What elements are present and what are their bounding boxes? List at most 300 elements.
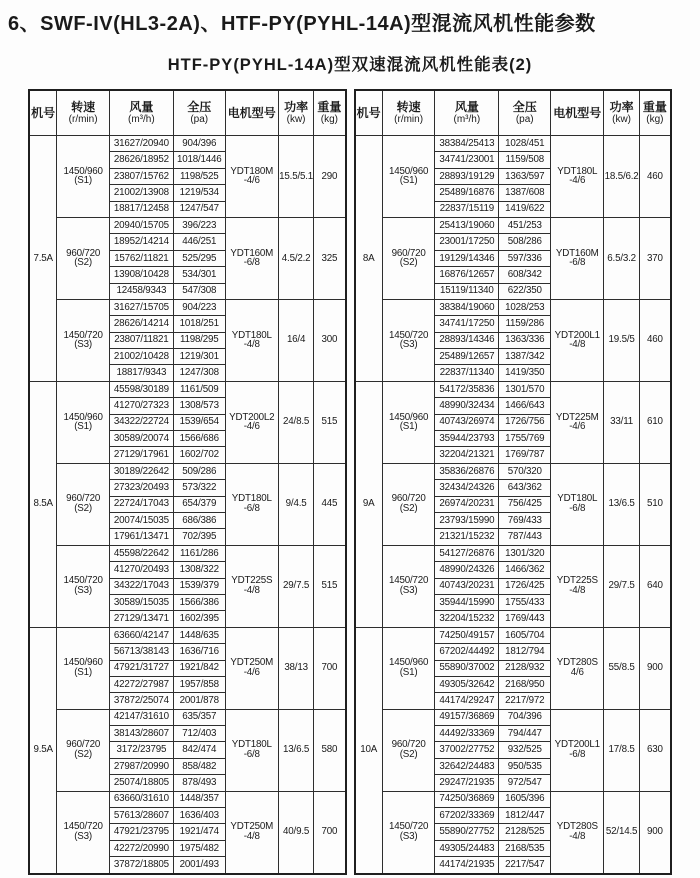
pressure-cell: 509/286 (173, 463, 225, 479)
airflow-cell: 63660/42147 (109, 627, 173, 643)
pressure-cell: 1755/433 (499, 594, 551, 610)
model-cell: 10A (355, 627, 383, 873)
airflow-cell: 25489/16876 (435, 185, 499, 201)
speed-cell-line2: (S1) (74, 175, 92, 187)
column-header-line2: (pa) (190, 114, 209, 126)
tables-container (28, 89, 672, 875)
power-cell: 13/6.5 (604, 463, 639, 545)
pressure-cell: 1028/451 (499, 136, 551, 152)
column-header: 机号 (355, 90, 383, 136)
speed-cell (57, 709, 110, 791)
column-header-line2: (kg) (320, 114, 339, 126)
column-header-line1: 转速 (396, 99, 421, 114)
speed-cell-line1: 1450/960 (388, 165, 429, 177)
weight-cell: 700 (314, 627, 346, 709)
pressure-cell: 597/336 (499, 250, 551, 266)
airflow-cell: 22837/11340 (435, 365, 499, 381)
pressure-cell: 1018/251 (173, 316, 225, 332)
pressure-cell: 1308/322 (173, 562, 225, 578)
motor-cell-line1: YDT200L1 (554, 739, 600, 751)
model-cell: 9A (355, 381, 383, 627)
motor-cell-line1: YDT225M (555, 411, 599, 423)
pressure-cell: 702/395 (173, 529, 225, 545)
pressure-cell: 1921/842 (173, 660, 225, 676)
motor-cell-line1: YDT250M (230, 821, 274, 833)
pressure-cell: 1247/308 (173, 365, 225, 381)
power-cell: 24/8.5 (278, 381, 313, 463)
speed-cell-line2: (S3) (399, 831, 418, 843)
airflow-cell: 54172/35836 (435, 381, 499, 397)
speed-cell-line2: (S1) (399, 667, 418, 679)
pressure-cell: 904/396 (173, 136, 225, 152)
airflow-cell: 47921/23795 (109, 824, 173, 840)
speed-cell-line2: (S2) (74, 749, 92, 761)
airflow-cell: 27987/20990 (109, 758, 173, 774)
motor-cell-line2: -4/8 (243, 831, 260, 843)
airflow-cell: 37872/18805 (109, 857, 173, 874)
column-header-line1: 风量 (129, 99, 154, 114)
motor-cell (225, 381, 278, 463)
motor-cell-line1: YDT180L (557, 493, 598, 505)
pressure-cell: 787/443 (499, 529, 551, 545)
column-header-line2: (kg) (646, 114, 664, 126)
pressure-cell: 1198/525 (173, 168, 225, 184)
power-cell: 17/8.5 (604, 709, 639, 791)
pressure-cell: 2128/932 (499, 660, 551, 676)
motor-cell-line1: YDT180M (230, 165, 274, 177)
pressure-cell: 794/447 (499, 726, 551, 742)
airflow-cell: 25413/19060 (435, 217, 499, 233)
airflow-cell: 25074/18805 (109, 775, 173, 791)
motor-cell (225, 463, 278, 545)
airflow-cell: 28893/19129 (435, 168, 499, 184)
table-row (355, 545, 672, 561)
pressure-cell: 1161/286 (173, 545, 225, 561)
power-cell: 15.5/5.1 (278, 136, 313, 218)
power-cell: 9/4.5 (278, 463, 313, 545)
power-cell: 4.5/2.2 (278, 217, 313, 299)
table-row (29, 299, 346, 315)
column-header-line2: (m³/h) (128, 114, 155, 126)
pressure-cell: 1602/395 (173, 611, 225, 627)
speed-cell-line2: (S2) (74, 257, 92, 269)
power-cell: 29/7.5 (604, 545, 639, 627)
motor-cell (551, 299, 604, 381)
airflow-cell: 28626/18952 (109, 152, 173, 168)
pressure-cell: 1308/573 (173, 398, 225, 414)
airflow-cell: 48990/32434 (435, 398, 499, 414)
airflow-cell: 44174/29247 (435, 693, 499, 709)
airflow-cell: 23001/17250 (435, 234, 499, 250)
power-cell: 55/8.5 (604, 627, 639, 709)
weight-cell: 515 (314, 545, 346, 627)
speed-cell-line1: 1450/720 (63, 575, 103, 587)
airflow-cell: 38143/28607 (109, 726, 173, 742)
airflow-cell: 74250/49157 (435, 627, 499, 643)
airflow-cell: 74250/36869 (435, 791, 499, 807)
airflow-cell: 27323/20493 (109, 480, 173, 496)
table-row (29, 627, 346, 643)
speed-cell-line2: (S2) (399, 749, 418, 761)
speed-cell-line2: (S1) (399, 421, 418, 433)
pressure-cell: 1539/379 (173, 578, 225, 594)
motor-cell (551, 381, 604, 463)
model-cell: 9.5A (29, 627, 57, 873)
airflow-cell: 44174/21935 (435, 857, 499, 874)
speed-cell-line1: 1450/960 (63, 657, 103, 669)
airflow-cell: 40743/26974 (435, 414, 499, 430)
motor-cell-line2: -4/8 (569, 339, 586, 351)
airflow-cell: 67202/33369 (435, 808, 499, 824)
motor-cell (551, 709, 604, 791)
speed-cell-line1: 1450/720 (388, 575, 429, 587)
airflow-cell: 21002/13908 (109, 185, 173, 201)
pressure-cell: 1419/350 (499, 365, 551, 381)
pressure-cell: 2217/972 (499, 693, 551, 709)
motor-cell-line2: -6/8 (243, 257, 260, 269)
pressure-cell: 1219/534 (173, 185, 225, 201)
motor-cell-line2: -6/8 (243, 749, 260, 761)
pressure-cell: 396/223 (173, 217, 225, 233)
pressure-cell: 1921/474 (173, 824, 225, 840)
airflow-cell: 26974/20231 (435, 496, 499, 512)
airflow-cell: 17961/13471 (109, 529, 173, 545)
speed-cell (57, 136, 110, 218)
motor-cell-line1: YDT180L (231, 329, 272, 341)
pressure-cell: 1755/769 (499, 431, 551, 447)
pressure-cell: 1448/635 (173, 627, 225, 643)
airflow-cell: 16876/12657 (435, 267, 499, 283)
weight-cell: 460 (639, 136, 671, 218)
airflow-cell: 30189/22642 (109, 463, 173, 479)
motor-cell-line1: YDT180L (557, 165, 598, 177)
weight-cell: 900 (639, 791, 671, 873)
column-header (435, 90, 499, 136)
speed-cell-line1: 1450/720 (63, 821, 103, 833)
pressure-cell: 712/403 (173, 726, 225, 742)
motor-cell (551, 217, 604, 299)
column-header-line1: 转速 (71, 99, 96, 114)
motor-cell-line1: YDT200L2 (229, 411, 275, 423)
motor-cell (225, 709, 278, 791)
table-row (355, 136, 672, 152)
pressure-cell: 1161/509 (173, 381, 225, 397)
pressure-cell: 1466/362 (499, 562, 551, 578)
pressure-cell: 1812/447 (499, 808, 551, 824)
pressure-cell: 1769/787 (499, 447, 551, 463)
pressure-cell: 635/357 (173, 709, 225, 725)
speed-cell (57, 791, 110, 873)
column-header (173, 90, 225, 136)
pressure-cell: 1957/858 (173, 676, 225, 692)
motor-cell (225, 299, 278, 381)
weight-cell: 300 (314, 299, 346, 381)
pressure-cell: 904/223 (173, 299, 225, 315)
speed-cell (382, 791, 435, 873)
pressure-cell: 1387/608 (499, 185, 551, 201)
airflow-cell: 22837/15119 (435, 201, 499, 217)
weight-cell: 515 (314, 381, 346, 463)
speed-cell-line2: (S3) (74, 339, 92, 351)
airflow-cell: 27129/13471 (109, 611, 173, 627)
weight-cell: 700 (314, 791, 346, 873)
weight-cell: 630 (639, 709, 671, 791)
column-header: 机号 (29, 90, 57, 136)
airflow-cell: 45598/30189 (109, 381, 173, 397)
airflow-cell: 55890/27752 (435, 824, 499, 840)
motor-cell (551, 136, 604, 218)
airflow-cell: 48990/24326 (435, 562, 499, 578)
speed-cell-line2: (S3) (399, 339, 418, 351)
airflow-cell: 30589/15035 (109, 594, 173, 610)
pressure-cell: 858/482 (173, 758, 225, 774)
speed-cell-line2: (S1) (74, 667, 92, 679)
airflow-cell: 32204/21321 (435, 447, 499, 463)
speed-cell-line1: 1450/960 (63, 411, 103, 423)
pressure-cell: 1769/443 (499, 611, 551, 627)
motor-cell-line2: -4/8 (569, 585, 586, 597)
motor-cell-line1: YDT250M (230, 657, 274, 669)
airflow-cell: 23793/15990 (435, 512, 499, 528)
column-header-line2: (r/min) (394, 114, 424, 126)
pressure-cell: 686/386 (173, 512, 225, 528)
motor-cell (225, 217, 278, 299)
motor-cell-line1: YDT160M (555, 247, 599, 259)
model-cell: 7.5A (29, 136, 57, 382)
speed-cell-line1: 1450/960 (388, 657, 429, 669)
airflow-cell: 13908/10428 (109, 267, 173, 283)
weight-cell: 445 (314, 463, 346, 545)
airflow-cell: 30589/20074 (109, 431, 173, 447)
motor-cell-line2: -6/8 (569, 257, 586, 269)
pressure-cell: 1363/336 (499, 332, 551, 348)
page-title: 6、SWF-IV(HL3-2A)、HTF-PY(PYHL-14A)型混流风机性能参数 (8, 13, 596, 35)
speed-cell-line1: 1450/960 (63, 165, 103, 177)
power-cell: 52/14.5 (604, 791, 639, 873)
motor-cell-line1: YDT225S (231, 575, 273, 587)
column-header-line1: 风量 (454, 99, 479, 114)
airflow-cell: 12458/9343 (109, 283, 173, 299)
pressure-cell: 842/474 (173, 742, 225, 758)
speed-cell (57, 627, 110, 709)
motor-cell-line2: -6/8 (569, 503, 586, 515)
column-header (109, 90, 173, 136)
airflow-cell: 37002/27752 (435, 742, 499, 758)
weight-cell: 640 (639, 545, 671, 627)
table-row (355, 627, 672, 643)
airflow-cell: 42272/27987 (109, 676, 173, 692)
pressure-cell: 1566/386 (173, 594, 225, 610)
speed-cell-line2: (S2) (399, 257, 418, 269)
table-row (29, 709, 346, 725)
pressure-cell: 1419/622 (499, 201, 551, 217)
table-row (355, 217, 672, 233)
airflow-cell: 22724/17043 (109, 496, 173, 512)
airflow-cell: 47921/31727 (109, 660, 173, 676)
airflow-cell: 29247/21935 (435, 775, 499, 791)
motor-cell-line1: YDT180L (231, 493, 272, 505)
speed-cell-line1: 960/720 (391, 247, 426, 259)
header-row (355, 90, 672, 136)
airflow-cell: 32642/24483 (435, 758, 499, 774)
performance-table-left (28, 89, 347, 875)
airflow-cell: 63660/31610 (109, 791, 173, 807)
airflow-cell: 21002/10428 (109, 349, 173, 365)
pressure-cell: 1219/301 (173, 349, 225, 365)
motor-cell-line2: -4/6 (569, 421, 586, 433)
column-header (57, 90, 110, 136)
power-cell: 33/11 (604, 381, 639, 463)
pressure-cell: 1028/253 (499, 299, 551, 315)
speed-cell-line2: (S2) (74, 503, 92, 515)
column-header-line1: 重量 (317, 99, 342, 114)
pressure-cell: 769/433 (499, 512, 551, 528)
airflow-cell: 18817/12458 (109, 201, 173, 217)
table-row (355, 299, 672, 315)
airflow-cell: 35944/15990 (435, 594, 499, 610)
table-row (29, 381, 346, 397)
pressure-cell: 547/308 (173, 283, 225, 299)
pressure-cell: 1363/597 (499, 168, 551, 184)
pressure-cell: 1726/425 (499, 578, 551, 594)
airflow-cell: 31627/20940 (109, 136, 173, 152)
speed-cell-line1: 960/720 (66, 247, 101, 259)
speed-cell (382, 136, 435, 218)
pressure-cell: 950/535 (499, 758, 551, 774)
speed-cell-line2: (S3) (74, 831, 92, 843)
column-header-line1: 功率 (284, 99, 309, 114)
pressure-cell: 1636/403 (173, 808, 225, 824)
airflow-cell: 35944/23793 (435, 431, 499, 447)
table-row (29, 463, 346, 479)
motor-cell-line1: YDT280S (556, 821, 598, 833)
speed-cell-line2: (S1) (399, 175, 418, 187)
airflow-cell: 41270/27323 (109, 398, 173, 414)
motor-cell-line2: -4/6 (243, 667, 260, 679)
speed-cell-line2: (S3) (74, 585, 92, 597)
table-row (29, 217, 346, 233)
power-cell: 16/4 (278, 299, 313, 381)
airflow-cell: 15762/11821 (109, 250, 173, 266)
speed-cell-line1: 960/720 (391, 493, 426, 505)
airflow-cell: 23807/15762 (109, 168, 173, 184)
speed-cell-line1: 1450/720 (63, 329, 103, 341)
airflow-cell: 20074/15035 (109, 512, 173, 528)
airflow-cell: 20940/15705 (109, 217, 173, 233)
speed-cell (57, 463, 110, 545)
pressure-cell: 525/295 (173, 250, 225, 266)
pressure-cell: 1975/482 (173, 840, 225, 856)
table-row (29, 545, 346, 561)
pressure-cell: 932/525 (499, 742, 551, 758)
airflow-cell: 25489/12657 (435, 349, 499, 365)
pressure-cell: 2001/493 (173, 857, 225, 874)
airflow-cell: 34741/17250 (435, 316, 499, 332)
weight-cell: 370 (639, 217, 671, 299)
motor-cell-line1: YDT225S (556, 575, 598, 587)
power-cell: 40/9.5 (278, 791, 313, 873)
weight-cell: 900 (639, 627, 671, 709)
airflow-cell: 49305/24483 (435, 840, 499, 856)
pressure-cell: 1159/508 (499, 152, 551, 168)
speed-cell-line1: 1450/960 (388, 411, 429, 423)
speed-cell (382, 217, 435, 299)
column-header (382, 90, 435, 136)
pressure-cell: 704/396 (499, 709, 551, 725)
speed-cell-line1: 960/720 (391, 739, 426, 751)
speed-cell (382, 381, 435, 463)
pressure-cell: 1605/704 (499, 627, 551, 643)
airflow-cell: 34741/23001 (435, 152, 499, 168)
airflow-cell: 27129/17961 (109, 447, 173, 463)
weight-cell: 510 (639, 463, 671, 545)
weight-cell: 290 (314, 136, 346, 218)
model-cell: 8.5A (29, 381, 57, 627)
speed-cell (57, 299, 110, 381)
speed-cell-line2: (S2) (399, 503, 418, 515)
airflow-cell: 18817/9343 (109, 365, 173, 381)
airflow-cell: 45598/22642 (109, 545, 173, 561)
pressure-cell: 1605/396 (499, 791, 551, 807)
pressure-cell: 622/350 (499, 283, 551, 299)
speed-cell-line1: 1450/720 (388, 329, 429, 341)
pressure-cell: 878/493 (173, 775, 225, 791)
column-header-line2: (kw) (612, 114, 632, 126)
table-row (29, 791, 346, 807)
pressure-cell: 643/362 (499, 480, 551, 496)
airflow-cell: 40743/20231 (435, 578, 499, 594)
power-cell: 19.5/5 (604, 299, 639, 381)
airflow-cell: 44492/33369 (435, 726, 499, 742)
pressure-cell: 1387/342 (499, 349, 551, 365)
pressure-cell: 534/301 (173, 267, 225, 283)
column-header: 电机型号 (225, 90, 278, 136)
column-header (604, 90, 639, 136)
speed-cell (382, 627, 435, 709)
motor-cell-line2: -4/8 (243, 339, 260, 351)
weight-cell: 325 (314, 217, 346, 299)
model-cell: 8A (355, 136, 383, 382)
airflow-cell: 31627/15705 (109, 299, 173, 315)
pressure-cell: 1301/570 (499, 381, 551, 397)
motor-cell-line2: -4/6 (243, 421, 260, 433)
airflow-cell: 28893/14346 (435, 332, 499, 348)
airflow-cell: 32204/15232 (435, 611, 499, 627)
speed-cell (57, 381, 110, 463)
speed-cell-line1: 960/720 (66, 739, 101, 751)
pressure-cell: 654/379 (173, 496, 225, 512)
header-row (29, 90, 346, 136)
airflow-cell: 42147/31610 (109, 709, 173, 725)
column-header: 电机型号 (551, 90, 604, 136)
pressure-cell: 1726/756 (499, 414, 551, 430)
airflow-cell: 49305/32642 (435, 676, 499, 692)
motor-cell (551, 545, 604, 627)
pressure-cell: 451/253 (499, 217, 551, 233)
airflow-cell: 56713/38143 (109, 644, 173, 660)
pressure-cell: 2001/878 (173, 693, 225, 709)
column-header (639, 90, 671, 136)
column-header-line2: (pa) (515, 114, 534, 126)
pressure-cell: 1812/794 (499, 644, 551, 660)
motor-cell-line2: -4/6 (569, 175, 586, 187)
column-header-line2: (m³/h) (453, 114, 481, 126)
airflow-cell: 35836/26876 (435, 463, 499, 479)
airflow-cell: 41270/20493 (109, 562, 173, 578)
airflow-cell: 38384/19060 (435, 299, 499, 315)
pressure-cell: 972/547 (499, 775, 551, 791)
pressure-cell: 2217/547 (499, 857, 551, 874)
